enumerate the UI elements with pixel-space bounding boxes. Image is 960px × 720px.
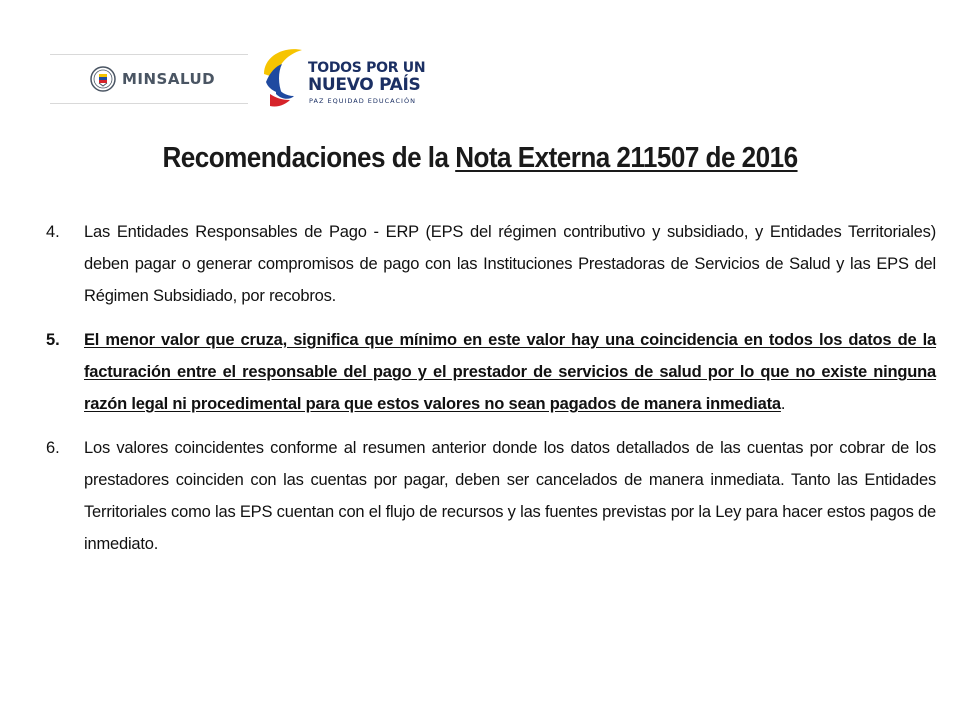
page-title	[48, 142, 912, 175]
todos-por-un-nuevo-pais-logo	[260, 40, 430, 115]
list-item-text: Las Entidades Responsables de Pago - ERP (EPS del régimen contributivo y subsidiado, y Entidades Territoriales) deben pagar o generar compromisos de pago con las Instituciones Prestadoras de Servicios de Salud y las EPS del Régimen Subsidiado, por recobros.	[84, 223, 936, 305]
list-item-text	[84, 324, 936, 420]
list-item-number: 5.	[46, 331, 60, 349]
colombia-seal-icon	[90, 66, 116, 92]
minsalud-logo	[50, 54, 248, 104]
list-item-6	[46, 432, 936, 560]
header-logos	[50, 40, 430, 115]
list-item-4	[46, 216, 936, 312]
list-item-number: 6.	[46, 439, 60, 457]
recommendations-list	[46, 216, 936, 572]
gov-logo-line1: TODOS POR UN	[308, 60, 426, 76]
list-item-suffix: .	[780, 395, 786, 413]
list-item-5	[46, 324, 936, 420]
gov-logo-tagline: PAZ EQUIDAD EDUCACIÓN	[309, 97, 416, 105]
minsalud-logo-text: MINSALUD	[122, 70, 216, 88]
page-title-prefix: Recomendaciones de la	[162, 142, 456, 174]
list-item-emphasis: El menor valor que cruza, significa que mínimo en este valor hay una coincidencia en todos los datos de la facturación entre el responsable del pago y el prestador de servicios de salud por lo que no existe ninguna razón legal ni procedimental para que estos valores no sean pagados de manera inmediata	[84, 331, 936, 413]
colombia-flag-swoosh-icon	[260, 44, 304, 110]
list-item-text: Los valores coincidentes conforme al resumen anterior donde los datos detallados de las cuentas por cobrar de los prestadores coinciden con las cuentas por pagar, deben ser cancelados de manera inmediata. Tanto las Entidades Territoriales como las EPS cuentan con el flujo de recursos y las fuentes previstas por la Ley para hacer estos pagos de inmediato.	[84, 439, 936, 553]
gov-logo-line2: NUEVO PAÍS	[308, 75, 421, 95]
list-item-number: 4.	[46, 223, 60, 241]
page-title-reference: Nota Externa 211507 de 2016	[455, 142, 798, 174]
